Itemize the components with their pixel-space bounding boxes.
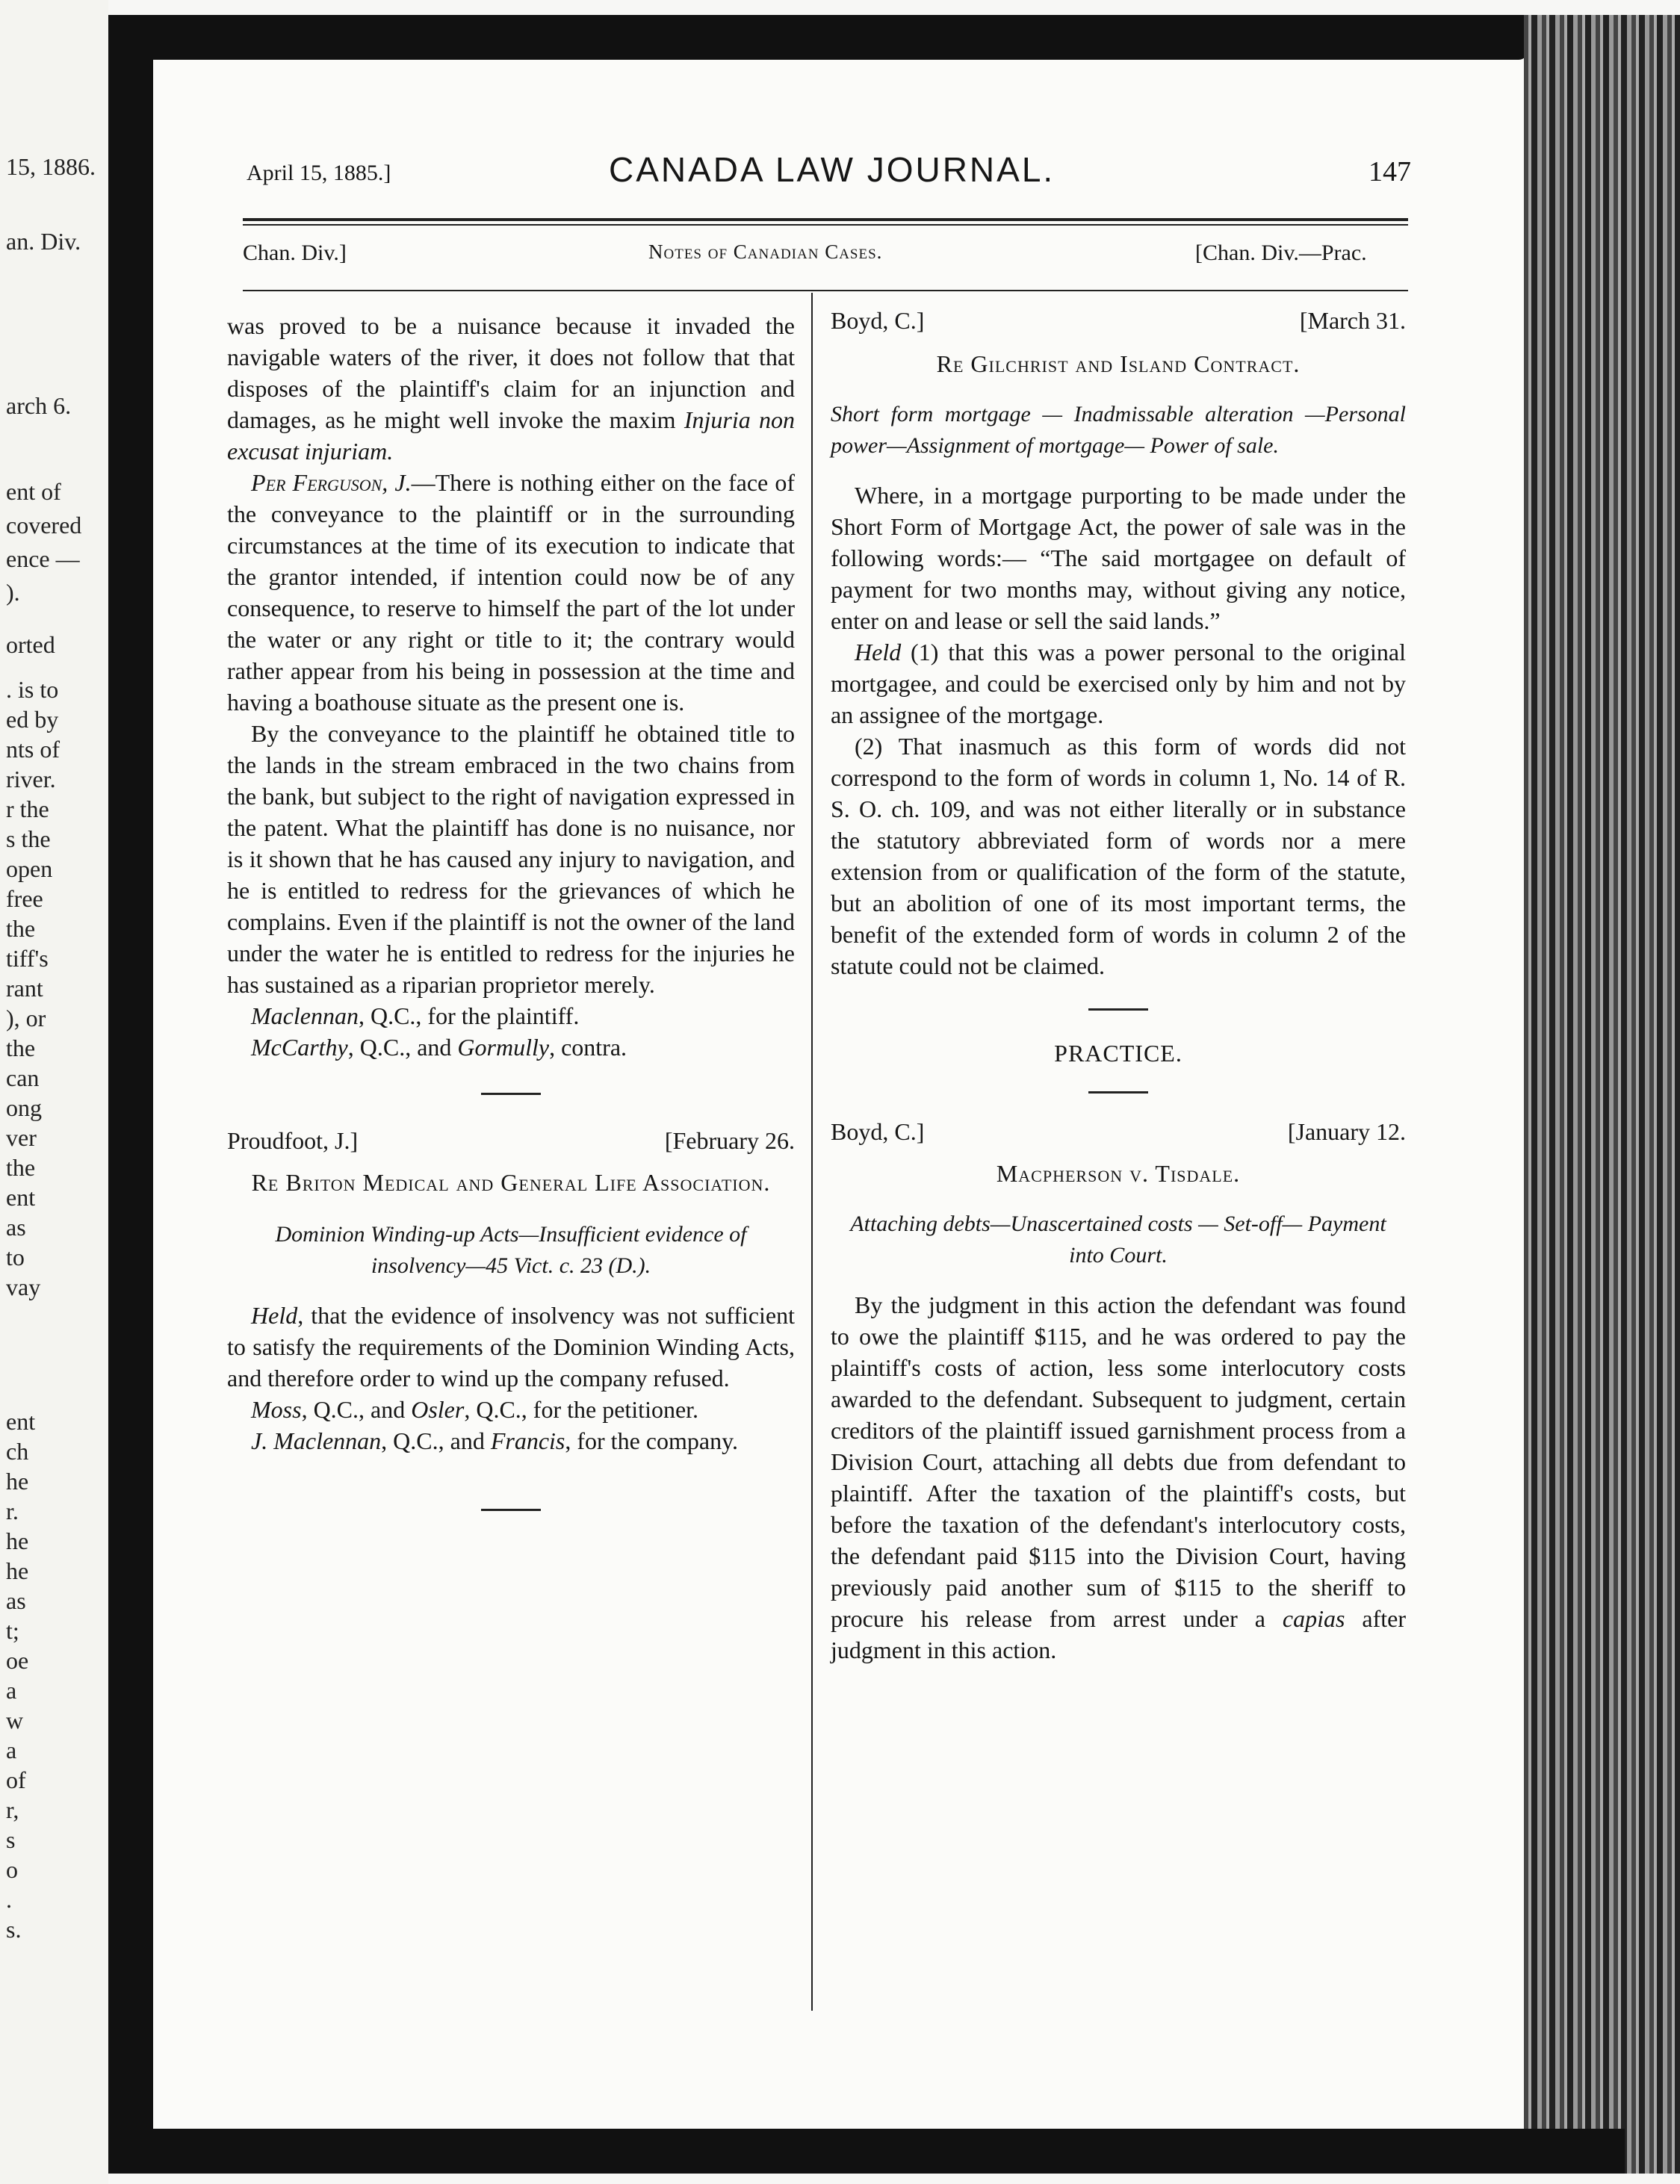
- adjacent-page-text: of: [6, 1766, 26, 1793]
- journal-title: CANADA LAW JOURNAL.: [609, 150, 1056, 189]
- adjacent-page-text: s.: [6, 1916, 22, 1943]
- held-label: Held: [855, 639, 902, 666]
- paragraph: [831, 1289, 1406, 1666]
- adjacent-page-text: as: [6, 1214, 26, 1241]
- adjacent-page-fragment: [0, 0, 108, 2184]
- text: , that the evidence of insolvency was not sufficient to satisfy the requirements of the Dominion Winding Acts, and therefore order to wind up the company refused.: [227, 1302, 795, 1392]
- maxim: Injuria non excusat injuriam.: [227, 406, 796, 465]
- text: By the judgment in this action the defendant was found to owe the plaintiff $115, and he was ordered to pay the plaintiff's costs of action, less some interlocutory costs awarded to the defendant. Subsequent to judgment, certain creditors of the plaintiff issued garnishment process from a Division Court, attaching all debts due from defendant to plaintiff. After the taxation of the plaintiff's costs, but before the taxation of the defendant's interlocutory costs, the defendant paid $115 into the Division Court, having previously paid another sum of $115 to the sheriff to procure his release from arrest under a: [831, 1291, 1406, 1632]
- adjacent-page-text: vay: [6, 1274, 41, 1300]
- text: , Q.C., for the plaintiff.: [358, 1002, 580, 1029]
- text: —There is nothing either on the face of the conveyance to the plaintiff or in the surrounding circumstances at the time of its execution to indicate that the grantor intended, if intention could now be of any consequence, to reserve to himself the part of the lot under the water or any right or title to it; the contrary would rather appear from his being in possession at the time and having a boathouse situate as the present one is.: [227, 469, 796, 716]
- text: (1) that this was a power personal to the original mortgagee, and could be exercised only by him and not by an assignee of the mortgage.: [831, 639, 1406, 728]
- separator: [1088, 1091, 1148, 1093]
- date: [March 31.: [1299, 307, 1406, 334]
- adjacent-page-text: ong: [6, 1094, 42, 1121]
- counsel-line: [227, 1000, 795, 1031]
- separator: [481, 1093, 541, 1095]
- counsel: McCarthy: [251, 1034, 348, 1061]
- section-right: [Chan. Div.—Prac.: [1195, 241, 1367, 265]
- adjacent-page-text: an. Div.: [6, 228, 81, 255]
- case-title: Re Briton Medical and General Life Association.: [251, 1169, 771, 1196]
- paragraph: [227, 1300, 795, 1394]
- adjacent-page-text: ent: [6, 1408, 36, 1435]
- adjacent-page-text: tiff's: [6, 945, 49, 972]
- section-center: Notes of Canadian Cases.: [648, 241, 883, 263]
- paragraph: Where, in a mortgage purporting to be made under the Short Form of Mortgage Act, the power of sale was in the following words:— “The said mortgagee on default of payment for two months may, without giving any notice, enter on and lease or sell the said lands.”: [831, 482, 1406, 634]
- held-label: Held: [251, 1302, 298, 1329]
- section-left: Chan. Div.]: [243, 241, 347, 265]
- adjacent-page-text: t;: [6, 1617, 19, 1644]
- adjacent-page-text: free: [6, 885, 43, 912]
- right-column: [831, 305, 1406, 1666]
- paragraph: By the conveyance to the plaintiff he obtained title to the lands in the stream embraced in the two chains from the bank, but subject to the right of navigation expressed in the patent. What the plaintiff has done is no nuisance, nor is it shown that he has caused any injury to navigation, and he is entitled to redress for the grievances of which he complains. Even if the plaintiff is not the owner of the land under the water he is entitled to redress for the injuries he has sustained as a riparian proprietor merely.: [227, 720, 795, 998]
- adjacent-page-text: to: [6, 1244, 25, 1271]
- adjacent-page-text: the: [6, 915, 36, 942]
- scan-border-bottom: [108, 2129, 1625, 2174]
- adjacent-page-text: he: [6, 1557, 29, 1584]
- page-number: 147: [1369, 156, 1411, 187]
- adjacent-page-text: open: [6, 855, 53, 882]
- adjacent-page-text: arch 6.: [6, 392, 72, 419]
- counsel: Moss: [251, 1396, 302, 1423]
- term: capias: [1282, 1605, 1345, 1632]
- text: was proved to be a nuisance because it invaded the navigable waters of the river, it does not follow that that disposes of the plaintiff's claim for an injunction and damages, as he might well invoke the maxim: [227, 312, 795, 433]
- text: , Q.C., and: [381, 1427, 491, 1454]
- adjacent-page-text: the: [6, 1034, 36, 1061]
- date: [January 12.: [1287, 1118, 1406, 1145]
- adjacent-page-text: covered: [6, 512, 82, 539]
- adjacent-page-text: a: [6, 1677, 17, 1704]
- adjacent-page-text: ence —: [6, 545, 80, 572]
- paragraph: [227, 467, 795, 718]
- separator: [481, 1509, 541, 1511]
- case-header: [831, 1116, 1406, 1147]
- counsel-line: [227, 1425, 795, 1456]
- adjacent-page-text: oe: [6, 1647, 29, 1674]
- paragraph: [227, 310, 795, 467]
- counsel: Gormully: [457, 1034, 550, 1061]
- text: , Q.C., and: [347, 1034, 458, 1061]
- adjacent-page-text: ed by: [6, 706, 59, 733]
- adjacent-page-text: r.: [6, 1498, 19, 1524]
- header-rule: [243, 218, 1408, 221]
- case-headnote: Attaching debts—Unascertained costs — Set-off— Payment into Court.: [850, 1212, 1386, 1268]
- separator: [1088, 1008, 1148, 1011]
- adjacent-page-text: he: [6, 1468, 29, 1495]
- header-rule-thin: [243, 224, 1408, 226]
- adjacent-page-text: nts of: [6, 736, 60, 763]
- case-headnote: Dominion Winding-up Acts—Insufficient evidence of insolvency—45 Vict. c. 23 (D.).: [275, 1222, 747, 1278]
- paragraph: (2) That inasmuch as this form of words did not correspond to the form of words in column 1, No. 14 of R. S. O. ch. 109, and was not either literally or in substance the statutory abbreviated form of words nor a mere extension from or qualification of the form of the statute, but an abolition of one of its most important terms, the benefit of the extended form of words in column 2 of the statute could not be claimed.: [831, 733, 1406, 979]
- running-date: April 15, 1885.]: [247, 161, 391, 185]
- text: , contra.: [549, 1034, 627, 1061]
- text: , for the company.: [565, 1427, 738, 1454]
- counsel: Francis: [490, 1427, 565, 1454]
- adjacent-page-text: ent: [6, 1184, 36, 1211]
- counsel: Maclennan: [251, 1002, 359, 1029]
- text: , Q.C., and: [301, 1396, 412, 1423]
- judge-name: Per Ferguson, J.: [251, 469, 412, 496]
- adjacent-page-text: as: [6, 1587, 26, 1614]
- case-headnote: Short form mortgage — Inadmissable alteration —Personal power—Assignment of mortgage— Power of sale.: [831, 402, 1406, 458]
- judge: Boyd, C.]: [831, 307, 925, 334]
- counsel: J. Maclennan: [251, 1427, 382, 1454]
- adjacent-page-text: s: [6, 1826, 16, 1853]
- adjacent-page-text: .: [6, 1886, 12, 1913]
- paragraph: [831, 636, 1406, 730]
- adjacent-page-text: river.: [6, 766, 56, 792]
- judge: Boyd, C.]: [831, 1118, 925, 1145]
- left-column: [227, 310, 795, 1523]
- counsel-line: [227, 1031, 795, 1063]
- case-header: [831, 305, 1406, 336]
- section-heading: PRACTICE.: [1054, 1040, 1182, 1067]
- adjacent-page-text: ent of: [6, 478, 61, 505]
- adjacent-page-text: r,: [6, 1796, 19, 1823]
- adjacent-page-text: w: [6, 1707, 24, 1734]
- adjacent-page-text: ver: [6, 1124, 37, 1151]
- counsel-line: [227, 1394, 795, 1425]
- counsel: Osler: [411, 1396, 465, 1423]
- adjacent-page-text: ch: [6, 1438, 29, 1465]
- scan-border-left: [108, 15, 153, 2136]
- section-rule: [243, 290, 1408, 291]
- adjacent-page-text: r the: [6, 795, 49, 822]
- adjacent-page-text: s the: [6, 825, 51, 852]
- adjacent-page-text: 15, 1886.: [6, 153, 96, 180]
- adjacent-page-text: . is to: [6, 676, 59, 703]
- adjacent-page-text: ).: [6, 579, 20, 606]
- case-header: [227, 1125, 795, 1156]
- adjacent-page-text: rant: [6, 975, 43, 1002]
- text: after judgment in this action.: [831, 1605, 1407, 1663]
- scan-border-right: [1524, 15, 1680, 2174]
- adjacent-page-text: the: [6, 1154, 36, 1181]
- judge: Proudfoot, J.]: [227, 1127, 359, 1154]
- adjacent-page-text: he: [6, 1527, 29, 1554]
- adjacent-page-text: ), or: [6, 1005, 46, 1031]
- scan-border-top: [146, 15, 1528, 60]
- column-divider: [811, 293, 813, 2011]
- adjacent-page-text: a: [6, 1737, 17, 1763]
- case-title: Macpherson v. Tisdale.: [996, 1160, 1241, 1187]
- case-title: Re Gilchrist and Island Contract.: [936, 350, 1301, 377]
- adjacent-page-text: o: [6, 1856, 18, 1883]
- date: [February 26.: [664, 1127, 795, 1154]
- adjacent-page-text: orted: [6, 631, 55, 658]
- text: , Q.C., for the petitioner.: [464, 1396, 699, 1423]
- adjacent-page-text: can: [6, 1064, 40, 1091]
